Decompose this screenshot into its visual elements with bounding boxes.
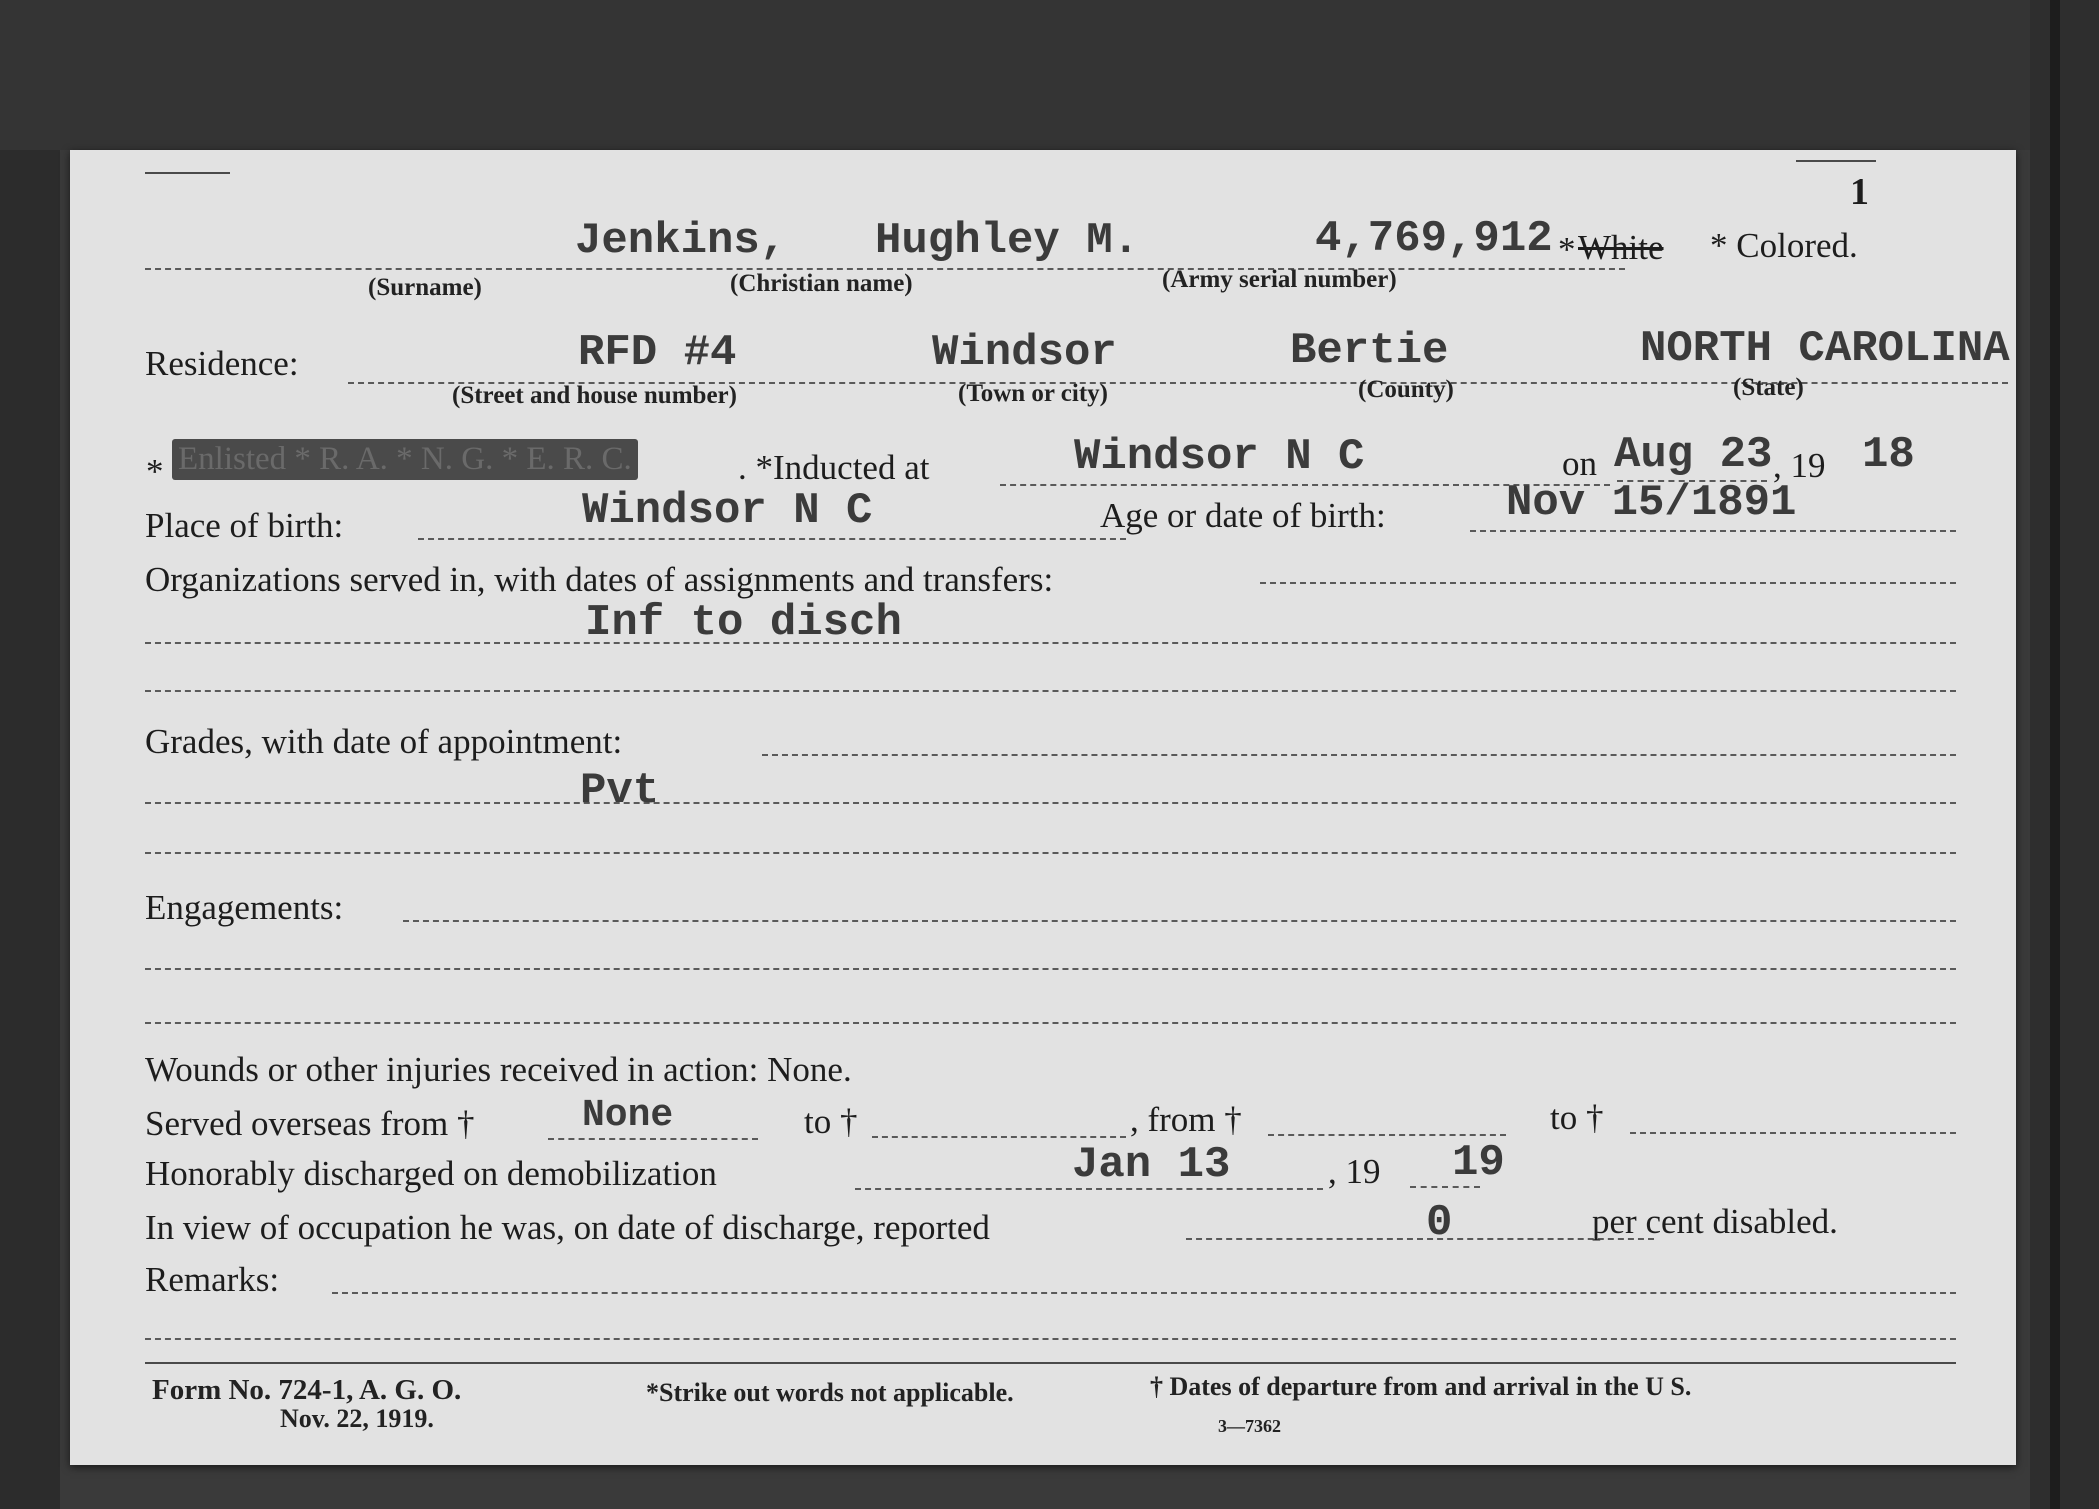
grades-line-3 (145, 852, 1956, 854)
induction-year-prefix: , 19 (1773, 446, 1826, 485)
surname-value: Jenkins, (575, 216, 787, 266)
disability-suffix: per cent disabled. (1592, 1202, 1838, 1241)
race-white-struck: White (1578, 228, 1664, 267)
enlisted-struck-out: Enlisted * R. A. * N. G. * E. R. C. (172, 439, 638, 480)
overseas-to2-line (1630, 1132, 1956, 1134)
background-right-stripe (2050, 0, 2060, 1509)
overseas-to2-label: to † (1550, 1098, 1604, 1137)
overseas-from2-line (1268, 1134, 1506, 1136)
discharge-date-value: Jan 13 (1072, 1140, 1231, 1190)
remarks-line-2 (145, 1338, 1956, 1340)
disability-line (1186, 1238, 1654, 1240)
organizations-label: Organizations served in, with dates of assignments and transfers: (145, 560, 1054, 599)
form-date: Nov. 22, 1919. (280, 1404, 434, 1433)
disability-value: 0 (1426, 1198, 1453, 1248)
print-code: 3—7362 (1218, 1416, 1281, 1436)
induction-year-value: 18 (1862, 430, 1915, 480)
residence-label: Residence: (145, 344, 299, 383)
footer-rule (145, 1362, 1956, 1364)
dagger-note: † Dates of departure from and arrival in the U S. (1150, 1372, 1692, 1401)
form-number: Form No. 724-1, A. G. O. (152, 1374, 462, 1406)
overseas-from-value: None (582, 1094, 674, 1137)
overseas-from-line (548, 1138, 758, 1140)
disability-label: In view of occupation he was, on date of discharge, reported (145, 1208, 990, 1247)
place-of-birth-value: Windsor N C (582, 486, 873, 536)
town-value: Windsor (932, 328, 1117, 378)
caption-state: (State) (1733, 374, 1804, 401)
page-number: 1 (1850, 171, 1869, 213)
background-left (0, 150, 60, 1509)
induction-date-value: Aug 23 (1614, 430, 1773, 480)
inducted-at-value: Windsor N C (1074, 432, 1365, 482)
serial-number-value: 4,769,912 (1315, 214, 1553, 264)
enlisted-star: * (146, 452, 164, 491)
christian-name-value: Hughley M. (875, 216, 1140, 266)
overseas-to-line (872, 1136, 1126, 1138)
date-of-birth-value: Nov 15/1891 (1506, 478, 1797, 528)
street-value: RFD #4 (578, 328, 737, 378)
remarks-label: Remarks: (145, 1260, 280, 1299)
inducted-at-label: . *Inducted at (738, 448, 930, 487)
top-left-rule (145, 172, 230, 174)
age-line (1470, 530, 1956, 532)
grades-line-1 (762, 754, 1956, 756)
discharge-year-value: 19 (1452, 1138, 1505, 1188)
on-label: on (1562, 444, 1597, 483)
caption-christian-name: (Christian name) (730, 270, 913, 297)
engagements-line-3 (145, 1022, 1956, 1024)
race-colored: * Colored. (1710, 226, 1858, 265)
organizations-line-2 (145, 642, 1956, 644)
organizations-line-1 (1260, 582, 1956, 584)
caption-street: (Street and house number) (452, 382, 737, 409)
county-value: Bertie (1290, 326, 1449, 376)
caption-county: (County) (1358, 376, 1454, 403)
caption-surname: (Surname) (368, 274, 482, 301)
serial-star: * (1558, 230, 1576, 269)
overseas-from2-label: , from † (1130, 1100, 1242, 1139)
top-right-rule (1796, 160, 1876, 162)
engagements-line-2 (145, 968, 1956, 970)
state-value: NORTH CAROLINA (1640, 324, 2010, 374)
grades-line-2 (145, 802, 1956, 804)
service-record-card (70, 150, 2016, 1465)
grades-label: Grades, with date of appointment: (145, 722, 623, 761)
caption-town: (Town or city) (958, 380, 1108, 407)
background-right (2030, 0, 2099, 1509)
engagements-line-1 (403, 920, 1956, 922)
place-of-birth-label: Place of birth: (145, 506, 344, 545)
overseas-to-label: to † (804, 1102, 858, 1141)
caption-serial-number: (Army serial number) (1162, 266, 1397, 293)
remarks-line-1 (332, 1292, 1956, 1294)
strike-out-note: *Strike out words not applicable. (646, 1378, 1014, 1407)
overseas-from-label: Served overseas from † (145, 1104, 475, 1143)
wounds-label: Wounds or other injuries received in action: None. (145, 1050, 852, 1089)
age-label: Age or date of birth: (1100, 496, 1386, 535)
organizations-value: Inf to disch (585, 598, 902, 648)
background-top (0, 0, 2099, 150)
grades-value: Pvt (580, 766, 660, 816)
discharge-label: Honorably discharged on demobilization (145, 1154, 717, 1193)
organizations-line-3 (145, 690, 1956, 692)
place-of-birth-line (418, 538, 1126, 540)
engagements-label: Engagements: (145, 888, 344, 927)
discharge-year-prefix: , 19 (1328, 1152, 1381, 1191)
